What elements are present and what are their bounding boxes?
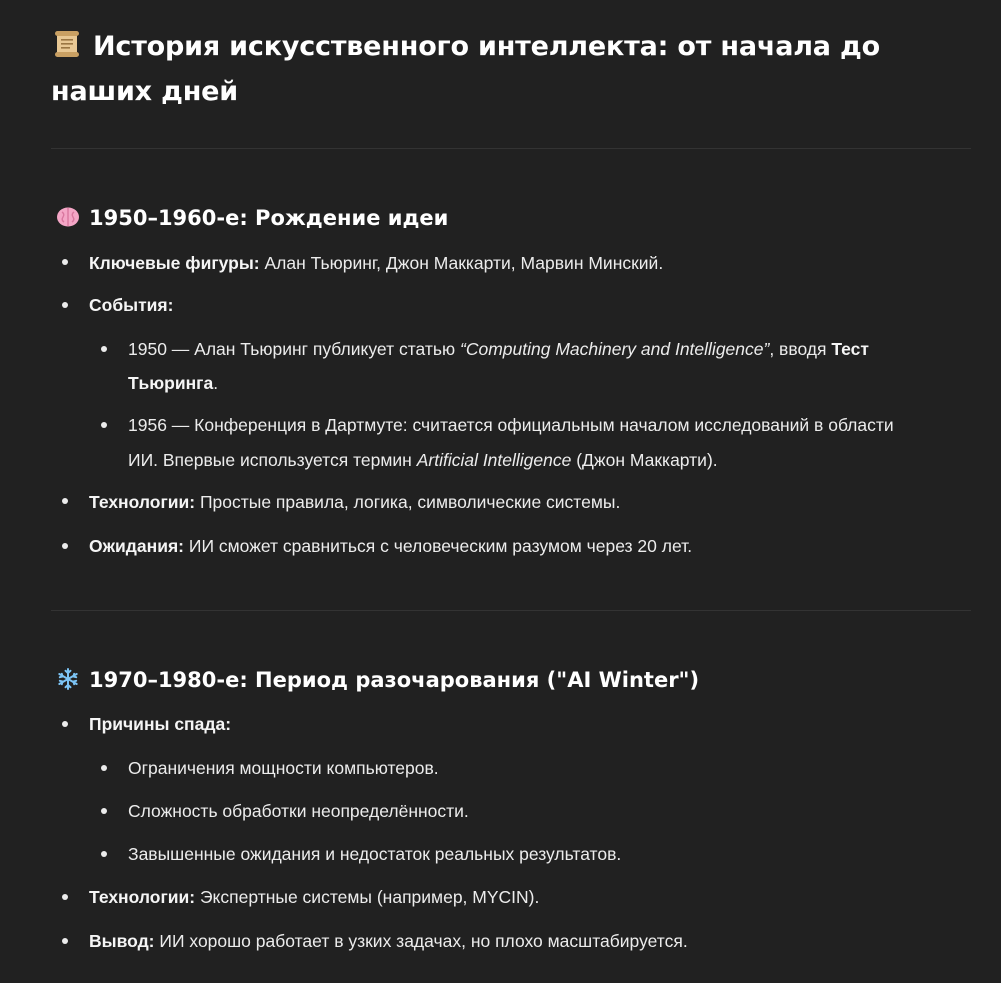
bullet: [101, 422, 107, 428]
snowflake-icon: [56, 667, 80, 699]
bullet: [62, 721, 68, 727]
list-item-expectations: [89, 529, 692, 563]
key-figures-text: Алан Тьюринг, Джон Маккарти, Марвин Минский.: [259, 253, 664, 273]
bullet: [101, 851, 107, 857]
bullet: [62, 302, 68, 308]
bullet: [62, 938, 68, 944]
divider: [51, 148, 971, 149]
event-1956-text-2: ИИ. Впервые используется термин: [128, 450, 417, 470]
bullet: [101, 808, 107, 814]
section-heading-text: 1950–1960-е: Рождение идеи: [89, 206, 449, 230]
list-item-event-1956: [128, 408, 894, 442]
expectations-label: Ожидания:: [89, 536, 184, 556]
events-label: События:: [89, 295, 174, 315]
section-heading-text: 1970–1980-е: Период разочарования ("AI Winter"): [89, 668, 700, 692]
conclusion-label: Вывод:: [89, 931, 155, 951]
cause-text: Сложность обработки неопределённости.: [128, 801, 469, 821]
event-1950-text-mid: , вводя: [769, 339, 832, 359]
title-text: История искусственного интеллекта: от начала до наших дней: [51, 31, 880, 107]
turing-test-term-cont: Тьюринга: [128, 373, 214, 393]
list-item-event-1950-cont: [128, 366, 218, 400]
list-item-causes: [89, 707, 231, 741]
brain-icon: [56, 205, 80, 237]
list-item-cause: [128, 751, 439, 785]
bullet: [62, 894, 68, 900]
technologies-text: Простые правила, логика, символические системы.: [195, 492, 621, 512]
causes-label: Причины спада:: [89, 714, 232, 734]
event-1950-text: 1950 — Алан Тьюринг публикует статью: [128, 339, 460, 359]
list-item-key-figures: [89, 246, 663, 280]
scroll-icon: [51, 28, 83, 72]
bullet: [101, 346, 107, 352]
page-title: [51, 27, 971, 112]
ai-term: Artificial Intelligence: [416, 450, 572, 470]
list-item-event-1950: [128, 332, 869, 366]
list-item-event-1956-cont: [128, 443, 718, 477]
expectations-text: ИИ сможет сравниться с человеческим разумом через 20 лет.: [184, 536, 693, 556]
divider: [51, 610, 971, 611]
list-item-events: [89, 288, 173, 322]
turing-test-term: Тест: [831, 339, 869, 359]
technologies-label: Технологии:: [89, 492, 196, 512]
cause-text: Завышенные ожидания и недостаток реальных результатов.: [128, 844, 622, 864]
event-1950-end: .: [213, 373, 219, 393]
bullet: [101, 765, 107, 771]
list-item-cause: [128, 794, 469, 828]
cause-text: Ограничения мощности компьютеров.: [128, 758, 439, 778]
technologies-text: Экспертные системы (например, MYCIN).: [195, 887, 540, 907]
list-item-conclusion: [89, 924, 688, 958]
conclusion-text: ИИ хорошо работает в узких задачах, но плохо масштабируется.: [154, 931, 688, 951]
section-heading-1970s: [56, 665, 699, 699]
event-1956-text: 1956 — Конференция в Дартмуте: считается официальным началом исследований в области: [128, 415, 894, 435]
list-item-cause: [128, 837, 621, 871]
event-1956-end: (Джон Маккарти).: [571, 450, 718, 470]
list-item-technologies: [89, 485, 620, 519]
section-heading-1950s: [56, 203, 448, 237]
technologies-label: Технологии:: [89, 887, 196, 907]
key-figures-label: Ключевые фигуры:: [89, 253, 260, 273]
list-item-technologies: [89, 880, 539, 914]
bullet: [62, 259, 68, 265]
bullet: [62, 498, 68, 504]
bullet: [62, 543, 68, 549]
paper-title: “Computing Machinery and Intelligence”: [460, 339, 770, 359]
